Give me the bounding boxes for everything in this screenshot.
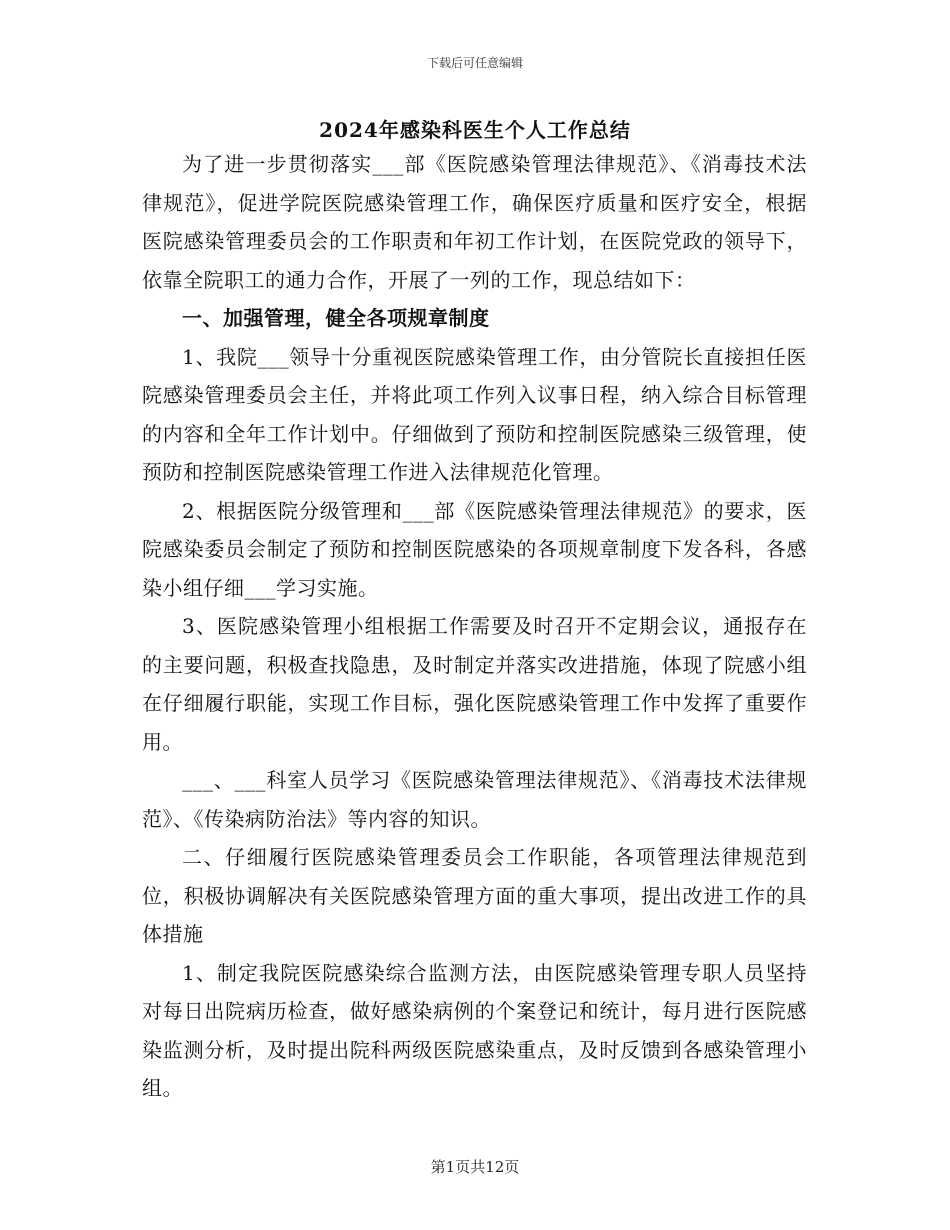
page-footer: 第1页共12页 — [430, 1158, 520, 1176]
section-heading-2: 二、仔细履行医院感染管理委员会工作职能，各项管理法律规范到位，积极协调解决有关医院感染管理方面的重大事项，提出改进工作的具体措施 — [142, 845, 807, 946]
header-note: 下载后可任意编辑 — [426, 56, 523, 70]
document-title: 2024年感染科医生个人工作总结 — [319, 118, 631, 142]
section-2-item-1: 1、制定我院医院感染综合监测方法，由医院感染管理专职人员坚持对每日出院病历检查，做好感染病例的个案登记和统计，每月进行医院感染监测分析，及时提出院科两级医院感染重点，及时反馈到各感染管理小组。 — [142, 960, 807, 1100]
section-heading-1: 一、加强管理，健全各项规章制度 — [182, 306, 490, 330]
document-body — [142, 145, 807, 1108]
intro-paragraph: 为了进一步贯彻落实___部《医院感染管理法律规范》、《消毒技术法律规范》，促进学院医院感染管理工作，确保医疗质量和医疗安全，根据医院感染管理委员会的工作职责和年初工作计划，在医院党政的领导下，依靠全院职工的通力合作，开展了一列的工作，现总结如下： — [142, 152, 807, 292]
section-1-item-4: ___、___科室人员学习《医院感染管理法律规范》、《消毒技术法律规范》、《传染病防治法》等内容的知识。 — [142, 768, 807, 831]
section-1-item-2: 2、根据医院分级管理和___部《医院感染管理法律规范》的要求，医院感染委员会制定了预防和控制医院感染的各项规章制度下发各科，各感染小组仔细___学习实施。 — [142, 498, 807, 600]
section-1-item-3: 3、医院感染管理小组根据工作需要及时召开不定期会议，通报存在的主要问题，积极查找隐患，及时制定并落实改进措施，体现了院感小组在仔细履行职能，实现工作目标，强化医院感染管理工作中发挥了重要作用。 — [142, 614, 807, 754]
section-1-item-1: 1、我院___领导十分重视医院感染管理工作，由分管院长直接担任医院感染管理委员会主任，并将此项工作列入议事日程，纳入综合目标管理的内容和全年工作计划中。仔细做到了预防和控制医院感染三级管理，使预防和控制医院感染管理工作进入法律规范化管理。 — [142, 344, 807, 484]
